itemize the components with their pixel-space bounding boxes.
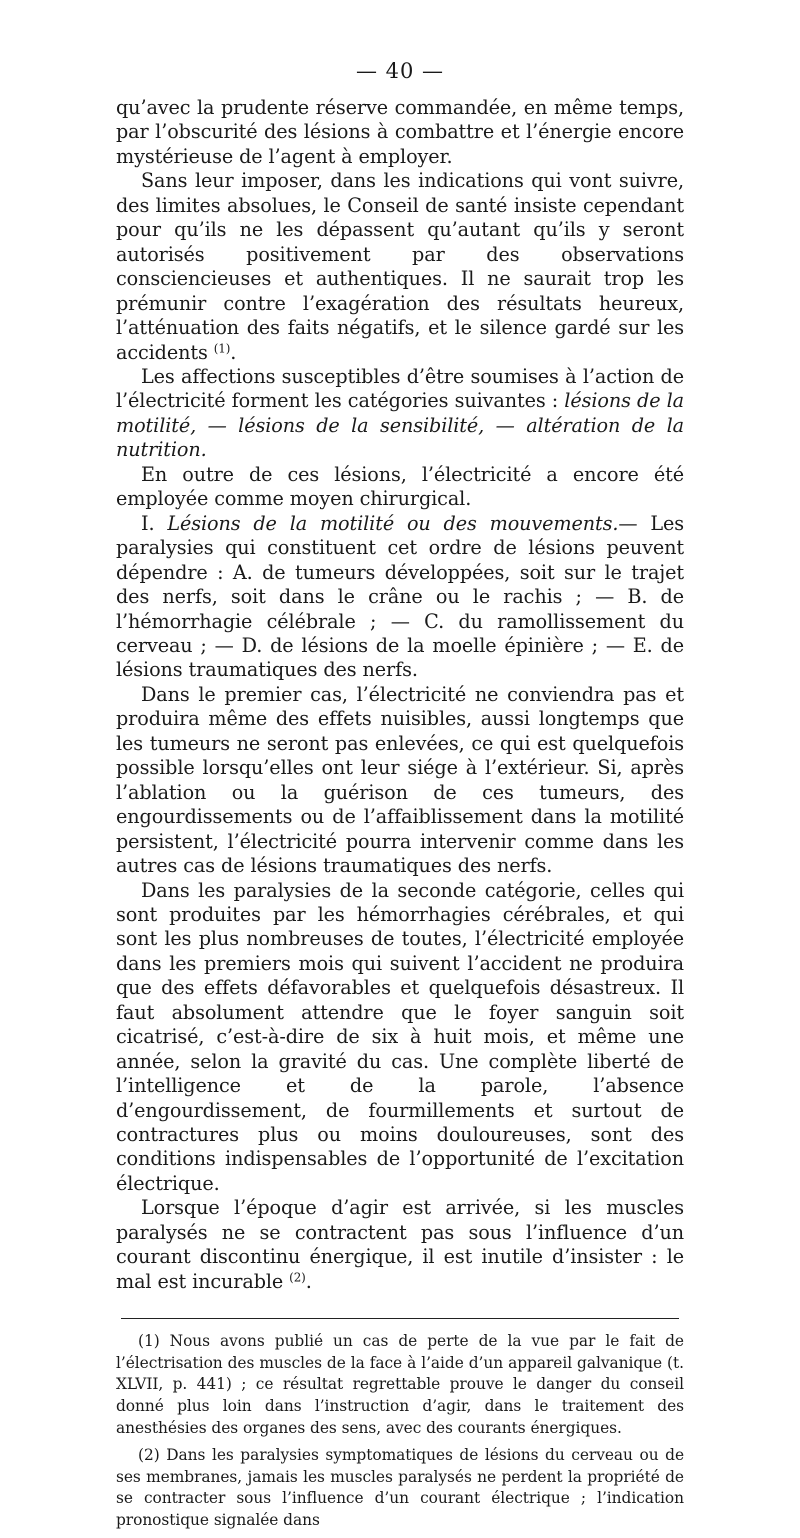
footnote-ref-1[interactable]: (1)	[213, 340, 231, 355]
paragraph-7: Dans les paralysies de la seconde catégorie, celles qui sont produites par les hémorrhagies cérébrales, et qui sont les plus nombreuses de toutes, l’électricité employée dans les premiers mois qui suivent l’accident ne produira que des effets défavorables et quelquefois désastreux. Il faut absolument attendre que le foyer sanguin soit cicatrisé, c’est-à-dire de six à huit mois, et même une année, selon la gravité du cas. Une complète liberté de l’intelligence et de la parole, l’absence d’engourdissement, de fourmillements et surtout de contractures plus ou moins douloureuses, sont des conditions indispensables de l’opportunité de l’excitation électrique.	[116, 878, 684, 1195]
paragraph-5: I. Lésions de la motilité ou des mouvements.— Les paralysies qui constituent cet ordre de lésions peuvent dépendre : A. de tumeurs développées, soit sur le trajet des nerfs, soit dans le crâne ou le rachis ; — B. de l’hémorrhagie célébrale ; — C. du ramollissement du cerveau ; — D. de lésions de la moelle épinière ; — E. de lésions traumatiques des nerfs.	[116, 511, 685, 682]
footnote-1: (1) Nous avons publié un cas de perte de la vue par le fait de l’électrisation des muscles de la face à l’aide d’un appareil galvanique (t. XLVII, p. 441) ; ce résultat regrettable prouve le danger du conseil donné plus loin dans l’instruction d’agir, dans le traitement des anesthésies des organes des sens, avec des courants énergiques.	[116, 1332, 684, 1437]
book-page	[116, 58, 684, 1538]
footnotes	[116, 1331, 684, 1531]
paragraph-6: Dans le premier cas, l’électricité ne conviendra pas et produira même des effets nuisibles, aussi longtemps que les tumeurs ne seront pas enlevées, ce qui est quelquefois possible lorsqu’elles ont leur siége à l’extérieur. Si, après l’ablation ou la guérison de ces tumeurs, des engourdissements ou de l’affaiblissement dans la motilité persistent, l’électricité pourra intervenir comme dans les autres cas de lésions traumatiques des nerfs.	[116, 682, 684, 878]
footnote-marker-2: (2)	[138, 1446, 160, 1465]
footnote-marker-1: (1)	[138, 1332, 160, 1351]
footnote-separator	[121, 1318, 679, 1319]
paragraph-1: qu’avec la prudente réserve commandée, en même temps, par l’obscurité des lésions à combattre et l’énergie encore mystérieuse de l’agent à employer.	[116, 96, 684, 168]
paragraph-2: Sans leur imposer, dans les indications qui vont suivre, des limites absolues, le Conseil de santé insiste cependant pour qu’ils ne les dépassent qu’autant qu’ils y seront autorisés positivement par des observations consciencieuses et authentiques. Il ne saurait trop les prémunir contre l’exagération des résultats heureux, l’atténuation des faits négatifs, et le silence gardé sur les accidents $^{(1)}$.	[116, 169, 684, 364]
paragraph-8: Lorsque l’époque d’agir est arrivée, si les muscles paralysés ne se contractent pas sous l’influence d’un courant discontinu énergique, il est inutile d’insister : le mal est incurable $^{(2)}$.	[116, 1196, 684, 1293]
footnote-ref-2[interactable]: (2)	[289, 1270, 306, 1285]
paragraph-3: Les affections susceptibles d’être soumises à l’action de l’électricité forment les catégories suivantes : lésions de la motilité, — lésions de la sensibilité, — altération de la nutrition.	[116, 364, 684, 462]
section-heading-italic: Lésions de la motilité ou des mouvements.	[167, 511, 619, 535]
footnote-2: (2) Dans les paralysies symptomatiques de lésions du cerveau ou de ses membranes, jamais les muscles paralysés ne perdent la propriété de se contracter sous l’influence d’un courant électrique ; l’indication pronostique signalée dans	[116, 1446, 684, 1529]
paragraph-4: En outre de ces lésions, l’électricité a encore été employée comme moyen chirurgical.	[116, 462, 684, 511]
body-text	[116, 96, 684, 1294]
categories-italic: lésions de la motilité, — lésions de la sensibilité, — altération de la nutrition.	[116, 389, 684, 462]
page-number: — 40 —	[355, 59, 445, 83]
